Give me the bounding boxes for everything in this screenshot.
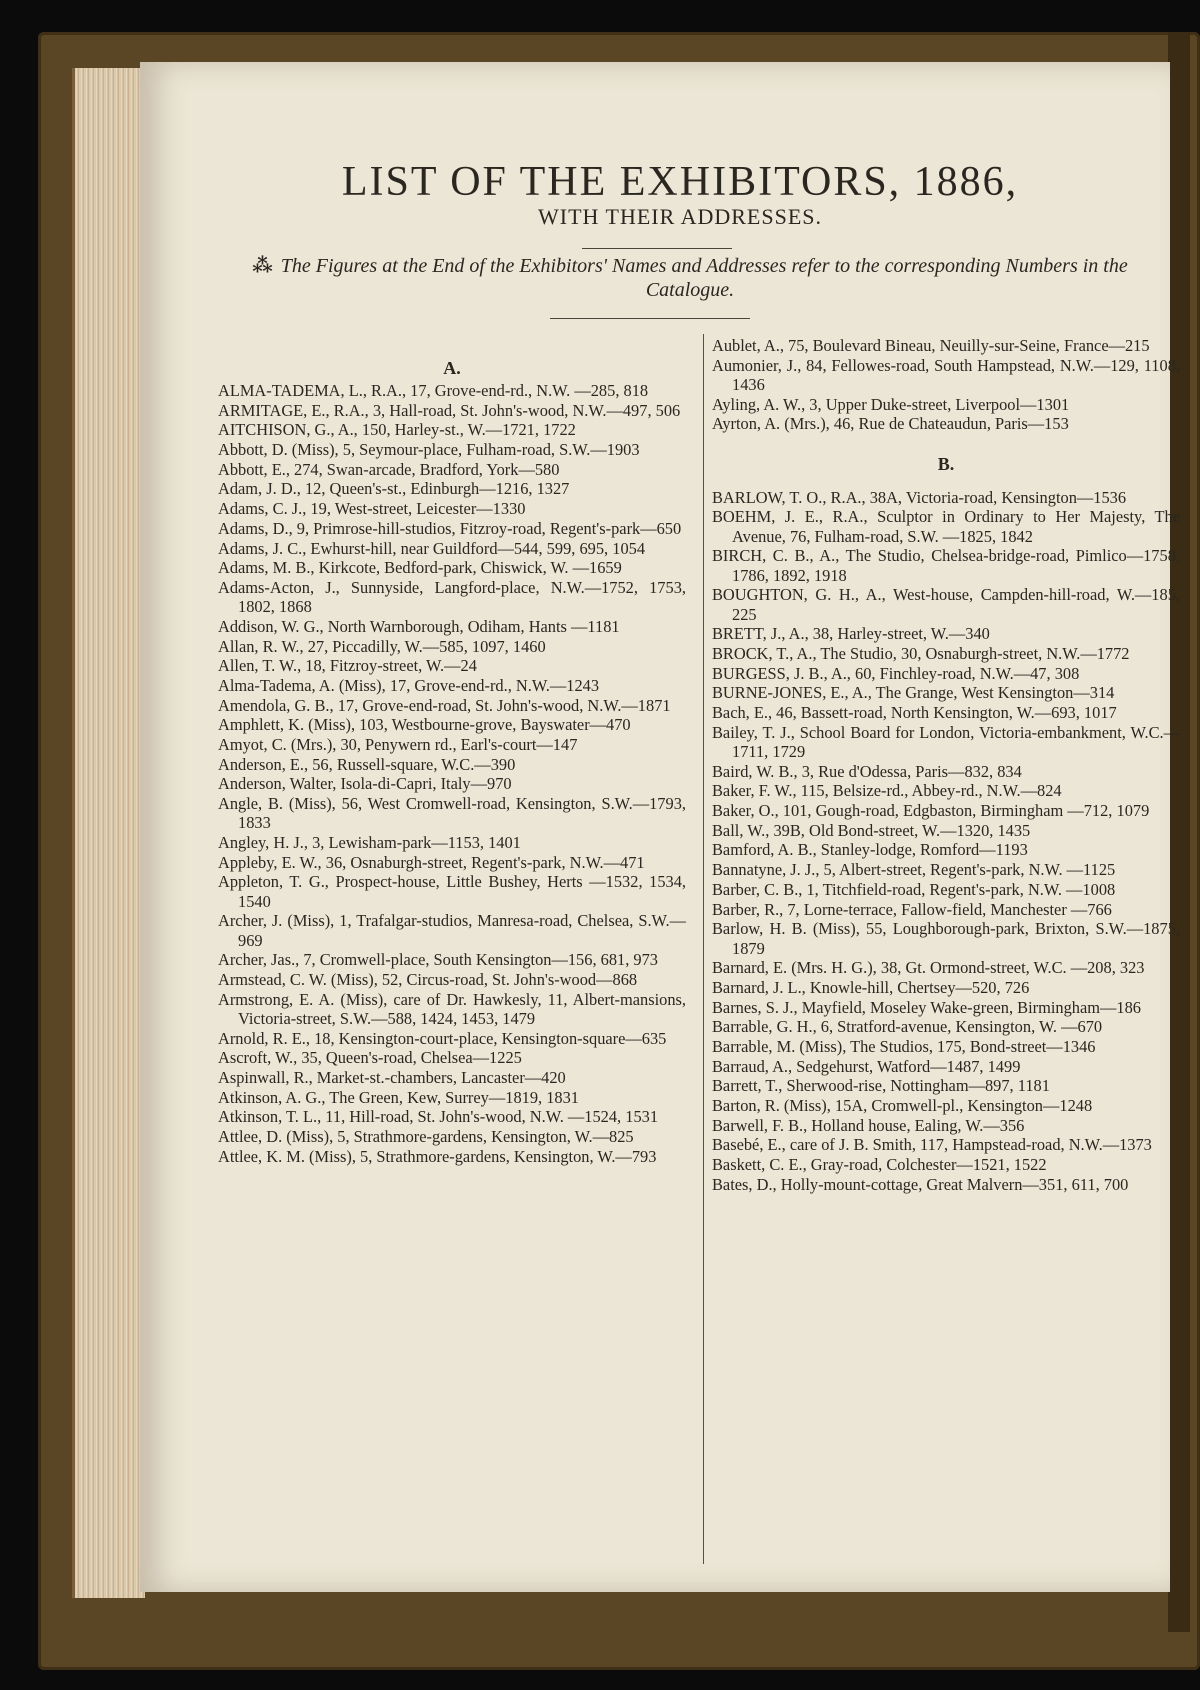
exhibitor-entry: Baker, F. W., 115, Belsize-rd., Abbey-rd., N.W.—824 [712, 781, 1062, 801]
exhibitor-entry: Bailey, T. J., School Board for London, Victoria-embankment, W.C.—1711, 1729 [712, 722, 1180, 762]
exhibitor-entry: Atkinson, T. L., 11, Hill-road, St. John's-wood, N.W. —1524, 1531 [218, 1107, 659, 1127]
exhibitor-entry: ALMA-TADEMA, L., R.A., 17, Grove-end-rd., N.W. —285, 818 [218, 381, 649, 400]
exhibitor-entry: Barrable, G. H., 6, Stratford-avenue, Kensington, W. —670 [712, 1017, 1103, 1037]
exhibitor-entry: Abbott, E., 274, Swan-arcade, Bradford, York—580 [218, 459, 560, 479]
exhibitor-entry: Adam, J. D., 12, Queen's-st., Edinburgh—1216, 1327 [218, 479, 570, 499]
right-column [712, 336, 1180, 1194]
entry-list-b [712, 488, 1180, 1194]
exhibitor-entry: Anderson, E., 56, Russell-square, W.C.—390 [218, 754, 516, 774]
exhibitor-entry: Angley, H. J., 3, Lewisham-park—1153, 1401 [218, 833, 521, 853]
left-column [218, 352, 686, 1167]
exhibitor-entry: Archer, J. (Miss), 1, Trafalgar-studios, Manresa-road, Chelsea, S.W.—969 [218, 911, 686, 950]
asterism-icon: ⁂ [252, 255, 273, 277]
page-subtitle: WITH THEIR ADDRESSES. [538, 204, 822, 229]
exhibitor-entry: Atkinson, A. G., The Green, Kew, Surrey—1819, 1831 [218, 1087, 580, 1107]
exhibitor-entry: BURGESS, J. B., A., 60, Finchley-road, N.W.—47, 308 [712, 663, 1080, 683]
exhibitor-entry: Adams, D., 9, Primrose-hill-studios, Fitzroy-road, Regent's-park—650 [218, 518, 682, 538]
exhibitor-entry: Ayrton, A. (Mrs.), 46, Rue de Chateaudun, Paris—153 [712, 414, 1069, 434]
exhibitor-entry: Allen, T. W., 18, Fitzroy-street, W.—24 [218, 656, 477, 676]
exhibitor-entry: BARLOW, T. O., R.A., 38A, Victoria-road, Kensington—1536 [712, 487, 1127, 507]
exhibitor-entry: Adams, C. J., 19, West-street, Leicester—1330 [218, 499, 526, 519]
exhibitor-entry: Amyot, C. (Mrs.), 30, Penywern rd., Earl's-court—147 [218, 734, 578, 754]
exhibitor-entry: Barber, C. B., 1, Titchfield-road, Regent's-park, N.W. —1008 [712, 879, 1116, 899]
exhibitor-entry: Ball, W., 39B, Old Bond-street, W.—1320, 1435 [712, 820, 1031, 840]
catalogue-note [210, 254, 1170, 302]
exhibitor-entry: Abbott, D. (Miss), 5, Seymour-place, Fulham-road, S.W.—1903 [218, 440, 640, 460]
title-rule [582, 248, 732, 249]
exhibitor-entry: Bamford, A. B., Stanley-lodge, Romford—1193 [712, 840, 1028, 860]
exhibitor-entry: Barton, R. (Miss), 15A, Cromwell-pl., Kensington—1248 [712, 1096, 1093, 1116]
exhibitor-entry: Bannatyne, J. J., 5, Albert-street, Regent's-park, N.W. —1125 [712, 860, 1116, 880]
exhibitor-entry: AITCHISON, G., A., 150, Harley-st., W.—1721, 1722 [218, 420, 576, 440]
exhibitor-entry: Attlee, K. M. (Miss), 5, Strathmore-gardens, Kensington, W.—793 [218, 1146, 657, 1166]
exhibitor-entry: Adams, J. C., Ewhurst-hill, near Guildford—544, 599, 695, 1054 [218, 538, 646, 558]
exhibitor-entry: Ayling, A. W., 3, Upper Duke-street, Liverpool—1301 [712, 394, 1070, 414]
exhibitor-entry: BIRCH, C. B., A., The Studio, Chelsea-bridge-road, Pimlico—1758, 1786, 1892, 1918 [712, 546, 1180, 585]
exhibitor-entry: Archer, Jas., 7, Cromwell-place, South Kensington—156, 681, 973 [218, 950, 659, 970]
entry-list-a-continued [712, 336, 1180, 434]
exhibitor-entry: Bach, E., 46, Bassett-road, North Kensington, W.—693, 1017 [712, 703, 1117, 723]
exhibitor-entry: Arnold, R. E., 18, Kensington-court-place, Kensington-square—635 [218, 1028, 667, 1048]
exhibitor-entry: Barlow, H. B. (Miss), 55, Loughborough-park, Brixton, S.W.—1875, 1879 [712, 919, 1180, 958]
exhibitor-entry: Basebé, E., care of J. B. Smith, 117, Hampstead-road, N.W.—1373 [712, 1135, 1152, 1155]
section-heading-b: B. [937, 453, 955, 474]
exhibitor-entry: Baker, O., 101, Gough-road, Edgbaston, Birmingham —712, 1079 [712, 801, 1150, 821]
exhibitor-entry: Baskett, C. E., Gray-road, Colchester—1521, 1522 [712, 1155, 1047, 1175]
exhibitor-entry: Amphlett, K. (Miss), 103, Westbourne-grove, Bayswater—470 [218, 715, 631, 735]
exhibitor-entry: ARMITAGE, E., R.A., 3, Hall-road, St. John's-wood, N.W.—497, 506 [218, 400, 681, 420]
page-content [140, 62, 1180, 1592]
exhibitor-entry: Barraud, A., Sedgehurst, Watford—1487, 1499 [712, 1056, 1021, 1076]
page-edges [72, 68, 145, 1598]
exhibitor-entry: BOEHM, J. E., R.A., Sculptor in Ordinary to Her Majesty, The Avenue, 76, Fulham-road, S.W. —1825, 1842 [712, 507, 1180, 546]
exhibitor-entry: Aumonier, J., 84, Fellowes-road, South Hampstead, N.W.—129, 1108, 1436 [712, 355, 1180, 394]
exhibitor-entry: Barwell, F. B., Holland house, Ealing, W.—356 [712, 1115, 1025, 1135]
exhibitor-entry: Amendola, G. B., 17, Grove-end-road, St. John's-wood, N.W.—1871 [218, 695, 671, 715]
exhibitor-entry: Appleby, E. W., 36, Osnaburgh-street, Regent's-park, N.W.—471 [218, 852, 645, 872]
exhibitor-entry: Barnard, E. (Mrs. H. G.), 38, Gt. Ormond-street, W.C. —208, 323 [712, 958, 1145, 978]
note-text: The Figures at the End of the Exhibitors' Names and Addresses refer to the corresponding Numbers in the Catalogue. [280, 255, 1128, 301]
exhibitor-entry: Allan, R. W., 27, Piccadilly, W.—585, 1097, 1460 [218, 636, 546, 656]
exhibitor-entry: Barrable, M. (Miss), The Studios, 175, Bond-street—1346 [712, 1036, 1096, 1056]
exhibitor-entry: Aspinwall, R., Market-st.-chambers, Lancaster—420 [218, 1068, 566, 1088]
exhibitor-entry: Addison, W. G., North Warnborough, Odiham, Hants —1181 [218, 616, 620, 636]
exhibitor-entry: Appleton, T. G., Prospect-house, Little Bushey, Herts —1532, 1534, 1540 [218, 872, 686, 911]
catalogue-page [140, 62, 1180, 1592]
exhibitor-entry: Anderson, Walter, Isola-di-Capri, Italy—970 [218, 774, 512, 794]
exhibitor-entry: Alma-Tadema, A. (Miss), 17, Grove-end-rd., N.W.—1243 [218, 675, 600, 695]
entry-list-a [218, 381, 686, 1166]
exhibitor-entry: Aublet, A., 75, Boulevard Bineau, Neuilly-sur-Seine, France—215 [712, 336, 1150, 355]
exhibitor-entry: Ascroft, W., 35, Queen's-road, Chelsea—1225 [218, 1048, 522, 1068]
page-title: LIST OF THE EXHIBITORS, 1886, [341, 159, 1019, 205]
exhibitor-entry: Armstrong, E. A. (Miss), care of Dr. Hawkesly, 11, Albert-mansions, Victoria-street, S.W.—588, 1424, 1453, 1479 [218, 989, 686, 1029]
exhibitor-entry: Armstead, C. W. (Miss), 52, Circus-road, St. John's-wood—868 [218, 970, 638, 990]
exhibitor-entry: Adams, M. B., Kirkcote, Bedford-park, Chiswick, W. —1659 [218, 558, 622, 578]
exhibitor-entry: Barrett, T., Sherwood-rise, Nottingham—897, 1181 [712, 1076, 1050, 1096]
exhibitor-entry: Barnes, S. J., Mayfield, Moseley Wake-green, Birmingham—186 [712, 997, 1142, 1017]
exhibitor-entry: Attlee, D. (Miss), 5, Strathmore-gardens, Kensington, W.—825 [218, 1127, 634, 1147]
exhibitor-entry: Adams-Acton, J., Sunnyside, Langford-place, N.W.—1752, 1753, 1802, 1868 [218, 577, 686, 617]
exhibitor-entry: BRETT, J., A., 38, Harley-street, W.—340 [712, 624, 990, 644]
section-heading-a: A. [443, 358, 461, 378]
exhibitor-entry: Angle, B. (Miss), 56, West Cromwell-road, Kensington, S.W.—1793, 1833 [218, 794, 686, 833]
exhibitor-entry: BOUGHTON, G. H., A., West-house, Campden-hill-road, W.—185, 225 [712, 585, 1180, 624]
exhibitor-entry: Bates, D., Holly-mount-cottage, Great Malvern—351, 611, 700 [712, 1174, 1129, 1194]
exhibitor-entry: Barnard, J. L., Knowle-hill, Chertsey—520, 726 [712, 977, 1030, 997]
exhibitor-entry: BROCK, T., A., The Studio, 30, Osnaburgh-street, N.W.—1772 [712, 643, 1130, 663]
exhibitor-entry: Barber, R., 7, Lorne-terrace, Fallow-field, Manchester —766 [712, 899, 1112, 919]
note-rule [550, 318, 750, 319]
exhibitor-entry: Baird, W. B., 3, Rue d'Odessa, Paris—832, 834 [712, 761, 1022, 781]
exhibitor-entry: BURNE-JONES, E., A., The Grange, West Kensington—314 [712, 683, 1115, 703]
column-divider [703, 334, 704, 1564]
